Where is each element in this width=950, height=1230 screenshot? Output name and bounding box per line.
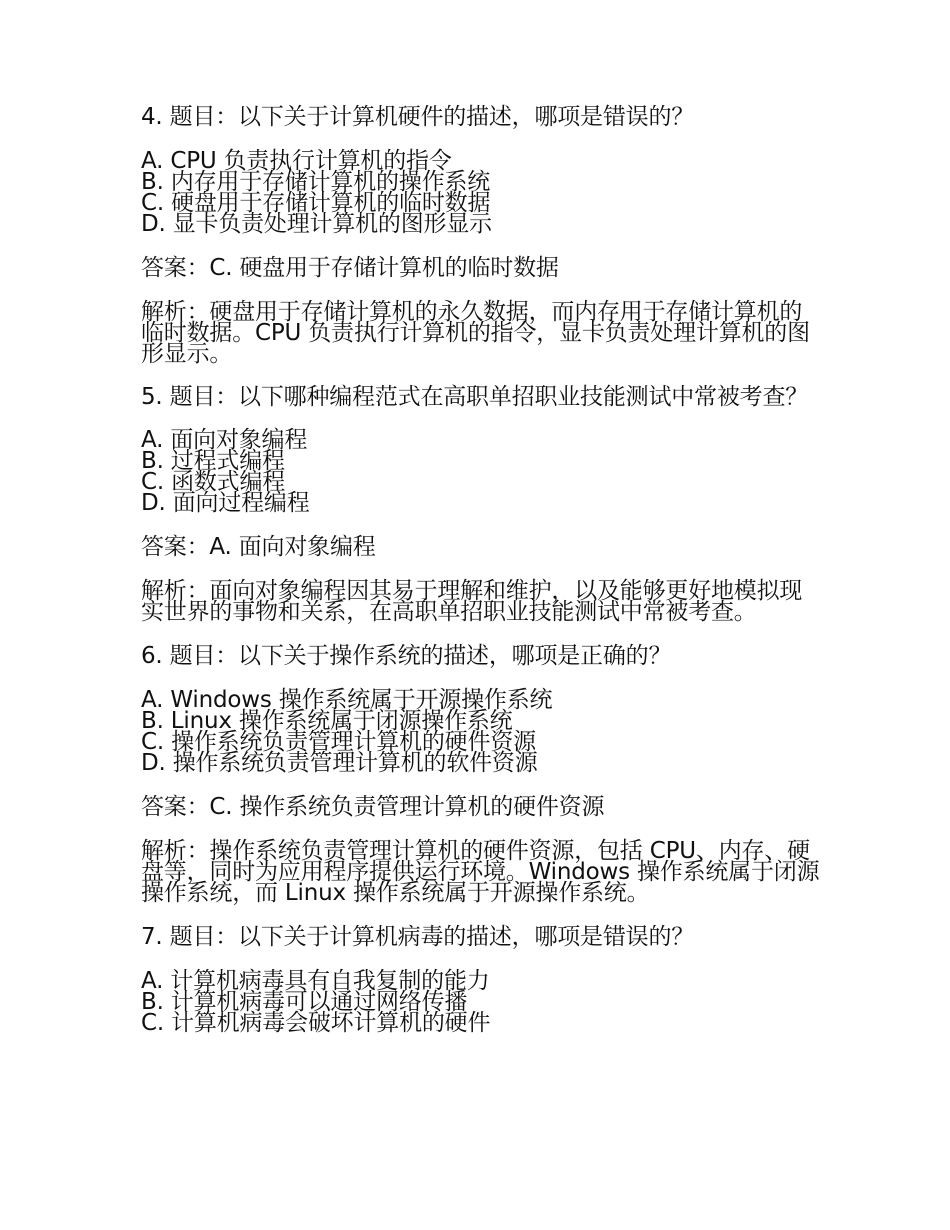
answer-text: 答案：C. 操作系统负责管理计算机的硬件资源 bbox=[141, 794, 605, 820]
question-6 bbox=[141, 645, 821, 904]
option-a: A. 面向对象编程 bbox=[141, 427, 308, 453]
option-d: D. 操作系统负责管理计算机的软件资源 bbox=[141, 750, 538, 776]
option-d: D. 面向过程编程 bbox=[141, 490, 310, 516]
document-content bbox=[141, 106, 821, 1056]
question-title: 4. 题目：以下关于计算机硬件的描述，哪项是错误的？ bbox=[141, 104, 695, 130]
analysis-text: 解析：面向对象编程因其易于理解和维护，以及能够更好地模拟现实世界的事物和关系，在高职单招职业技能测试中常被考查。 bbox=[141, 578, 803, 625]
question-title: 6. 题目：以下关于操作系统的描述，哪项是正确的？ bbox=[141, 643, 672, 669]
analysis-text: 解析：硬盘用于存储计算机的永久数据，而内存用于存储计算机的临时数据。CPU 负责执行计算机的指令，显卡负责处理计算机的图形显示。 bbox=[141, 299, 810, 367]
question-7 bbox=[141, 926, 821, 1034]
question-title: 7. 题目：以下关于计算机病毒的描述，哪项是错误的？ bbox=[141, 924, 695, 950]
option-b: B. 内存用于存储计算机的操作系统 bbox=[141, 169, 491, 195]
option-list bbox=[141, 427, 821, 516]
option-b: B. Linux 操作系统属于闭源操作系统 bbox=[141, 708, 513, 734]
option-c: C. 函数式编程 bbox=[141, 469, 286, 495]
question-5 bbox=[141, 384, 821, 625]
answer-text: 答案：C. 硬盘用于存储计算机的临时数据 bbox=[141, 255, 559, 281]
question-4 bbox=[141, 106, 821, 365]
option-d: D. 显卡负责处理计算机的图形显示 bbox=[141, 211, 492, 237]
analysis-text: 解析：操作系统负责管理计算机的硬件资源，包括 CPU、内存、硬盘等，同时为应用程序提供运行环境。Windows 操作系统属于闭源操作系统，而 Linux 操作系统属于开源操作系统。 bbox=[141, 838, 820, 906]
option-list bbox=[141, 968, 821, 1036]
option-b: B. 计算机病毒可以通过网络传播 bbox=[141, 989, 468, 1015]
option-a: A. 计算机病毒具有自我复制的能力 bbox=[141, 968, 490, 994]
option-b: B. 过程式编程 bbox=[141, 448, 285, 474]
option-c: C. 硬盘用于存储计算机的临时数据 bbox=[141, 190, 491, 216]
option-c: C. 操作系统负责管理计算机的硬件资源 bbox=[141, 729, 536, 755]
question-title: 5. 题目：以下哪种编程范式在高职单招职业技能测试中常被考查？ bbox=[141, 384, 809, 410]
option-a: A. CPU 负责执行计算机的指令 bbox=[141, 148, 452, 174]
answer-text: 答案：A. 面向对象编程 bbox=[141, 534, 376, 560]
option-list bbox=[141, 148, 821, 237]
option-c: C. 计算机病毒会破坏计算机的硬件 bbox=[141, 1010, 491, 1036]
option-list bbox=[141, 687, 821, 776]
option-a: A. Windows 操作系统属于开源操作系统 bbox=[141, 687, 553, 713]
